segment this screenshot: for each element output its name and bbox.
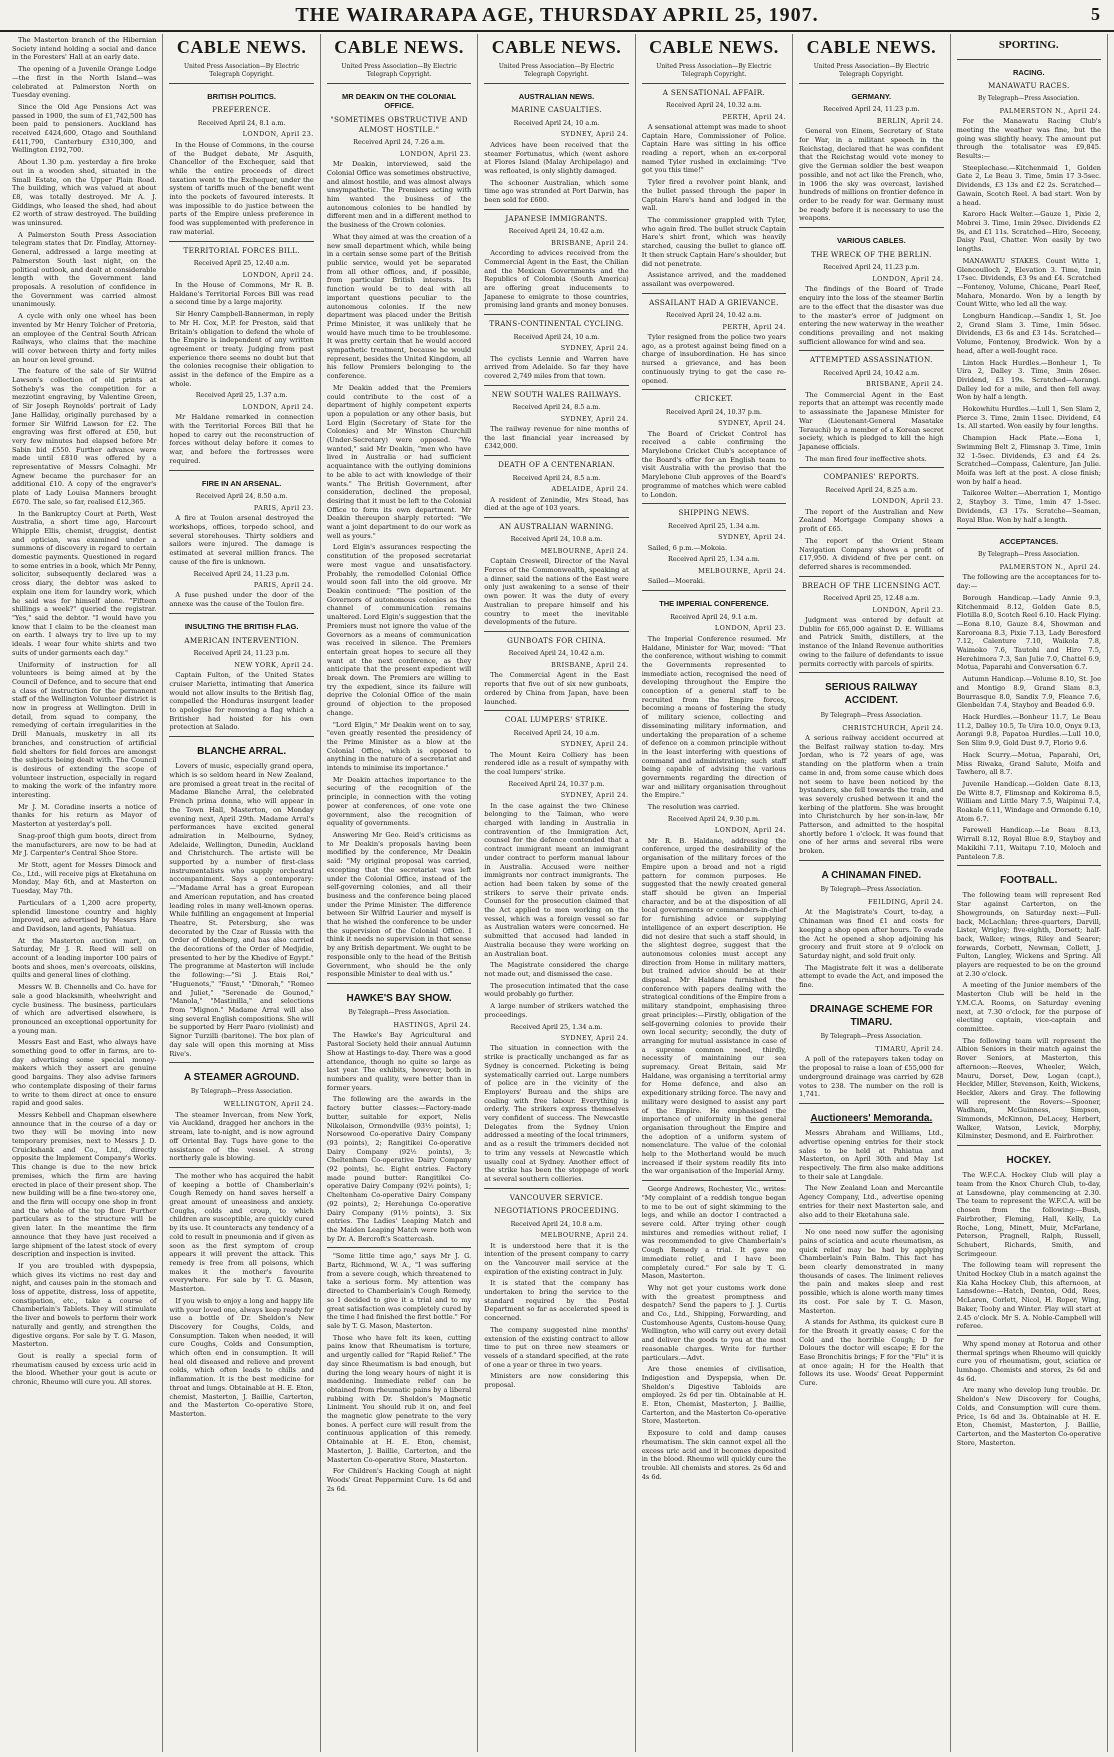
article-paragraph: Captain Creswell, Director of the Naval Forces of the Commonwealth, speaking at a dinner, said the nations of the East were only just awakening to a sense of their own power. It was the duty of every Australian to prepare himself and his country to meet the inevitable developments of the future. <box>484 557 629 627</box>
news-paragraph: Messrs East and East, who always have something good to offer in farms, are to-day advertising some special money-makers which they assert are genuine good bargains. They also advise farmers who contemplate disposing of their farms to write to them direct at once to ensure rapid and good sales. <box>12 1038 157 1108</box>
race-result: Linton Hack Hurdles.—Bonheur 1, Te Uira 2, Dalley 3. Time, 3min 26sec. Dividend, £3 19s. Scratched—Aorangi. Dalley led for a mile, and then fell away. Won by half a length. <box>956 358 1101 402</box>
article-paragraph: The Magistrate felt it was a deliberate attempt to evade the Act, and imposed the fine. <box>799 963 944 990</box>
dateline-place: HASTINGS, April 24. <box>393 1021 472 1030</box>
subheading: MANAWATU RACES. <box>988 81 1070 91</box>
dateline-place: PARIS, April 24. <box>253 581 314 590</box>
dateline-place: SYDNEY, April 24. <box>560 740 629 749</box>
dateline-place: PERTH, April 24. <box>722 322 787 331</box>
article-paragraph: The findings of the Board of Trade enquiry into the loss of the steamer Berlin are to the effect that the disaster was due to the master's error of judgment on entering the new waterway in the weather conditions prevailing and not making sufficient allowance for wind and sea. <box>799 285 944 346</box>
race-result: For the Manawatu Racing Club's meeting the weather was fine, but the going was slightly heavy. The amount put through the totalisator was £9,845. Results:— <box>956 117 1101 161</box>
article-paragraph: The Imperial Conference resumed. Mr Haldane, Minister for War, moved: "That the conference, without wishing to commit the Governments represented to immediate action, recognised the need of developing throughout the Empire the conception of a general staff to be recruited from the Empire forces, becoming a means of fostering the study of military science, collecting and disseminating military information, and undertaking the preparation of a scheme of defence on a common principle without in the least interfering with questions of command and administration; such staff being capable of advising the various governments regarding the direction of war and military organisation throughout the Empire." <box>641 634 787 800</box>
subheading: GUNBOATS FOR CHINA. <box>507 635 606 645</box>
advertisement: A stands for Asthma, its quickest cure B for the Breath it greatly eases; C for the Cold and the horrible Cough; D for Dolours the doctor will escape; E for the Ease Bronchitis brings; F for the "Flu" it is at once again; H for the Health that follows its use. Woods' Great Peppermint Cure. <box>799 1318 944 1388</box>
article-paragraph: The report of the Orient Steam Navigation Company shows a profit of £17,950. A dividend of five per cent. on deferred shares is recommended. <box>799 536 944 571</box>
article-paragraph: The situation in connection with the strike is practically unchanged as far as Sydney is concerned. Picketing is being systematically carried out. Large numbers of police are in the vicinity of the Employers' Bureau and the ships are coaling with free labour. Everything is orderly. The strikers express themselves very confident of success. The Newcastle Delegates from the Sydney Union addressed a meeting of the local trimmers, and as a result the trimmers decided not to trim any vessels at Newcastle which usually coal at Sydney. Another effect of the strike has been the stoppage of work at several southern collieries. <box>484 1044 629 1183</box>
article-paragraph: Borough Handicap.—Lady Annie 9.3, Kitchenmaid 8.12, Golden Gate 8.5, Flotilla 8.0, Scotch Reel 6.10. Hack Flying.—Eona 8.10, Gauze 8.4, Showman and Karoroana 8.3, Pixie 7.13, Lady Beresford 7.12, Calenture 7.10, Waikola 7.8, Waimoko 7.6, Tautohi and Hiro 7.5, Herehimora 7.3, San Julie 7.0, Chattel 6.9, Motua, Paparahi and Conversation 6.7. <box>956 593 1101 672</box>
subheading: MARINE CASUALTIES. <box>511 105 602 115</box>
divider <box>799 467 943 468</box>
article-paragraph: A sensational attempt was made to shoot Captain Hare, Commissioner of Police. Captain Hare was sitting in his office reading a report, when an ex-corporal named Tyler rushed in exclaiming: "I've got you this time!" <box>641 122 787 175</box>
advertisement: No one need now suffer the agonising pains of sciatica and acute rheumatism, as quick relief may be had by applying Chamberlain's Pain Balm. This fact has been clearly demonstrated in many thousands of cases. The liniment relieves the pain and makes sleep and rest possible, which is alone worth many times its cost. For sale by T. G. Mason, Masterton. <box>799 1228 944 1315</box>
column-local-news <box>6 34 163 1752</box>
divider <box>169 470 313 471</box>
section-heading: A STEAMER AGROUND. <box>183 1072 300 1084</box>
columns <box>6 34 1108 1752</box>
dateline-place: SYDNEY, April 24. <box>560 130 629 139</box>
section-heading: FOOTBALL. <box>1000 875 1058 887</box>
received-line: Received April 24, 8.5 a.m. <box>512 473 601 482</box>
dateline-place: PALMERSTON N., April 24. <box>999 563 1101 571</box>
divider <box>169 613 313 614</box>
article-paragraph: "Lord Elgin," Mr Deakin went on to say, "even greatly resented the presidency of the Prime Minister as a blow at the Colonial Office, which is opposed to anything in the nature of a secretariat and intends to minimise its importance." <box>326 720 472 773</box>
dateline-place: LONDON, April 23. <box>872 605 944 614</box>
news-paragraph: The feature of the sale of Sir Wilfrid Lawson's collection of old prints at Sotheby's was the competition for a mezzotint engraving, by Valentine Green, of Sir Joseph Reynolds' portrait of Lady Jane Halliday, originally purchased by a former Sir Wilfrid Lawson for £2. The engraving was first offered at £50, but very few minutes had elapsed before Mr Sabin bid £550. Further advance were made until £810 was offered by a representative of Messrs Colnaghi. Mr Agnew became the purchaser for an additional £10. A copy of the engraver's plate of Lady Louisa Manners brought £670. The sale, so far, realised £12,365. <box>12 367 157 506</box>
article-paragraph: The Commercial Agent in the East reports that five out of six new gunboats, ordered by China from Japan, have been launched. <box>484 671 629 706</box>
divider <box>957 1335 1101 1336</box>
dateline-place: LONDON, April 23. <box>872 497 944 506</box>
byline: By Telegraph—Press Association. <box>190 1088 293 1096</box>
received-line: Received April 24, 10.42 a.m. <box>508 649 605 658</box>
article-paragraph: The Board of Cricket Control has received a cable confirming the Marylebone Cricket Club's acceptance of the Board's offer for an English team to visit Australia with the proviso that the Marylebone Club approves of the Board's programme of matches which were cabled to London. <box>641 429 787 499</box>
received-line: Received April 24, 10 a.m. <box>513 332 600 341</box>
advertisement: Why not get your customs work done with the greatest promptness and despatch? Send the papers to J. J. Curtis and Co., Ltd., Shipping, Forwarding, and Customhouse Agents, Custom-house Quay, Wellington, who will carry out every detail and deliver the goods to you at the most reasonable charges. Write for further particulars.—Advt. <box>641 1283 787 1362</box>
dateline-place: ADELAIDE, April 24. <box>551 485 629 494</box>
received-line: Received April 24, 10.8 a.m. <box>510 535 603 544</box>
article-paragraph: The following team will represent the Albion Seniors in their match against the Rover Seniors, at Masterton, this afternoon:—Reeves, Wheeler, Welch, Mauru, Dorset, Dew, Logan (capt.), Heckler, Miller, Stevenson, Keith, Wickens, Heckler, Akers and Gray. The following will represent the Rovers:—Spooner, Wadham, McGuinness, Simpson, Simmonds, McKinnon, DeLacey, Herbert, Walker, Watson, Levick, Morphy, Kilminster, Desmond, and E. Fairbrother. <box>956 1036 1101 1141</box>
race-result: Karoro Hack Welter.—Gauze 1, Pixie 2, Mobrei 3. Time, 1min 29sec. Dividends £2 9s, and £1 11s. Scratched—Hiro, Seceeny, Daisy Paul, Chatter. Won easily by two lengths. <box>956 210 1101 254</box>
section-heading: HOCKEY. <box>1006 1155 1051 1167</box>
section-heading: AUSTRALIAN NEWS. <box>518 91 595 101</box>
received-line: Received April 24, 10.32 a.m. <box>665 101 762 110</box>
divider <box>957 1145 1101 1146</box>
subheading: JAPANESE IMMIGRANTS. <box>505 213 608 223</box>
received-line: Received April 24, 9.30 p.m. <box>667 814 760 823</box>
advertisement: For Children's Hacking Cough at night Woods' Great Peppermint Cure. 1s 6d and 2s 6d. <box>326 1467 472 1493</box>
subheading: AN AUSTRALIAN WARNING. <box>499 521 614 531</box>
article-paragraph: Sailed—Moeraki. <box>647 577 705 586</box>
article-paragraph: Mr Deakin added that the Premiers could contribute to the cost of a department of highly competent experts upon a population or any other basis, but Lord Elgin (Secretary of State for the Colonies) and Mr Winston Churchill (Under-Secretary) were opposed. "We wanted," said Mr Deakin, "men who have lived in Australia or had sufficient acquaintance with the outlying dominions to be able to act with knowledge of their wants." The British Government, after consideration, declined the proposal, desiring that it must be left to the Colonial Office to form its own department. Mr Deakin thereupon sharply retorted: "We want a joint department to do our work as well as yours." <box>326 383 472 540</box>
subheading: SHIPPING NEWS. <box>678 508 750 518</box>
article-paragraph: In the House of Commons, Mr R. B. Haldane's Territorial Forces Bill was read a second time by a large majority. <box>169 281 314 307</box>
article-paragraph: Mr Deakin attaches importance to the securing of the recognition of the principle, in connection with the voting power at conferences, of one vote one government, also the recognition of equality of governments. <box>326 775 472 828</box>
article-paragraph: The man fired four ineffective shots. <box>805 454 927 463</box>
divider <box>484 83 628 84</box>
sporting-title: SPORTING. <box>998 39 1059 51</box>
received-line: Received April 24, 8.1 a.m. <box>197 118 286 127</box>
section-heading: Auctioneers' Memoranda. <box>810 1113 933 1124</box>
divider <box>799 83 943 84</box>
article-paragraph: Lovers of music, especially grand opera, which is so seldom heard in New Zealand, are promised a great treat in the recital of Madame Blanche Arral, the celebrated French prima donna, who will appear in the Town Hall, Masterton, on Monday evening next, April 29th. Madame Arral's performances have excited general admiration in Melbourne, Sydney, Adelaide, Wellington, Dunedin, Auckland and Christchurch. The artiste will be supported by a number of first-class instrumentalists who supply orchestral accompaniment. Says a contemporary:—"Madame Arral has a great European and American reputation, and has created leading roles in many well-known operas. While fulfilling an engagement at Imperial Theatre, St. Petersburg, she was decorated by the Czar of Russia with the Order of Oldenberg, and has also carried the decorations of the Order of Medjidie, presented to her by the Khedive of Egypt." The programme at Masterton will include the following:—"Si J. Etais Roi," "Huguenots," "Faust," "Dinorah," "Romeo and Juliet," "Serenade de Gounod," "Manola," "Mastinilla," and selections from "Mignon." Madame Arral will also sing several English compositions. She will be supported by Herr Paaro (violinist) and Signor Turzilli (baritone). The box plan of day sale will open this morning at Miss Rive's. <box>169 762 314 1058</box>
divider <box>484 314 628 315</box>
byline: United Press Association—By Electric Telegraph Copyright. <box>813 62 929 78</box>
race-result: Champion Hack Plate.—Eona 1, Swimming Belt 2, Flimsnap 3. Time, 1min 32 1-5sec. Dividends, £3 and £4 2s. Scratched—Compass, Calenture, Jan Julie. Moifa was left at the post. A close finish; won by half a head. <box>956 434 1101 486</box>
news-paragraph: Snag-proof thigh gum boots, direct from the manufacturers, are now to be had at Mr J. Carpenter's Central Shoe Store. <box>12 831 157 858</box>
dateline-place: SYDNEY, April 24. <box>560 344 629 353</box>
divider <box>642 590 786 591</box>
advertisement: Are those enemies of civilisation, Indigestion and Dyspepsia, when Dr. Sheldon's Digestive Tabloids are employed. 2s 6d per tin. Obtainable at H. E. Eton, Chemist, Masterton, J. Baillie, Carterton, and the Masterton Co-operative Store, Masterton. <box>641 1365 787 1426</box>
article-paragraph: The Magistrate considered the charge not made out, and dismissed the case. <box>484 961 629 978</box>
race-result: Longburn Handicap.—Sandix 1, St. Joe 2, Grand Slam 3. Time, 1min 56sec. Dividends, £3 6s and £3 14s. Scratched—Volume, Fontenoy, Brodwick. Won by a head, after a well-fought race. <box>956 312 1101 355</box>
article-paragraph: The cyclists Lennie and Warren have arrived from Adelaide. So far they have covered 2,749 miles from that town. <box>484 354 629 380</box>
divider <box>169 1062 313 1063</box>
article-paragraph: The Commercial Agent in the East reports that an attempt was recently made to assassinate the Japanese Minister for War (Lieutenant-General Masatake Terauchi) by a member of a Korean secret society, which is pledged to kill the high Japanese officials. <box>799 390 944 451</box>
divider <box>327 1247 471 1248</box>
dateline-place: MELBOURNE, April 24. <box>698 566 787 575</box>
dateline-place: LONDON, April 23. <box>400 149 472 158</box>
divider <box>642 503 786 504</box>
section-heading: HAWKE'S BAY SHOW. <box>346 992 452 1004</box>
divider <box>642 83 786 84</box>
article-paragraph: The resolution was carried. <box>647 803 740 812</box>
cable-news-banner: CABLE NEWS. <box>334 37 464 57</box>
dateline-place: PERTH, April 24. <box>722 112 787 121</box>
received-line: Received April 25, 1.37 a.m. <box>195 391 288 400</box>
dateline-place: MELBOURNE, April 24. <box>540 1231 629 1240</box>
article-paragraph: Messrs Abraham and Williams, Ltd., advertise opening entries for their stock sales to be held at Pahiatua and Masterton, on April 30th and May 1st respectively. The firm also make additions to their sale at Langdale. <box>799 1129 944 1181</box>
article-paragraph: It is stated that the company has undertaken to bring the service to the standard required by the Postal Department so far as accelerated speed is concerned. <box>484 1279 629 1323</box>
section-heading: INSULTING THE BRITISH FLAG. <box>184 621 299 631</box>
received-line: Received April 24, 8.25 a.m. <box>825 485 918 494</box>
received-line: Received April 24, 11.23 p.m. <box>193 569 290 578</box>
divider <box>484 710 628 711</box>
section-heading: A CHINAMAN FINED. <box>821 869 922 881</box>
advertisement: George Andrews, Rochester, Vic., writes: "My complaint of a reddish tongue began to me to be out of sight skimming to the legs, and while an doctor I contracted a severe cold. After trying other cough mixtures and remedies without relief, I was recommended to give Chamberlain's Cough Remedy a trial. It gave me immediate relief, and I have been completely cured." For sale by T. G. Mason, Masterton. <box>641 1185 787 1281</box>
article-paragraph: Mr Deakin, interviewed, said the Colonial Office was sometimes obstructive, and almost hostile, and was almost always unsympathetic. The Premiers acting with him wanted the business of the autonomous colonies to be handled by different men and in a different method to the business of the Crown colonies. <box>326 160 472 230</box>
divider <box>799 576 943 577</box>
subheading: TERRITORIAL FORCES BILL. <box>183 245 300 255</box>
dateline-place: SYDNEY, April 24. <box>560 414 629 423</box>
byline: By Telegraph—Press Association. <box>820 711 923 719</box>
race-result: Taikoree Welter.—Aberration 1, Montigo 2, Stayboy 3. Time, 1min 47 1-5sec. Dividends, £3 17s. Scratche—Seaman, Royal Blue. Won by half a length. <box>956 489 1101 524</box>
dateline-place: LONDON, April 24. <box>242 402 314 411</box>
subheading: "SOMETIMES OBSTRUCTIVE AND ALMOST HOSTILE." <box>330 115 468 134</box>
article-paragraph: Advices have been received that the steamer Fortunatus, which (went ashore at Flores Island (Malay Archipelago) and was refloated, is only slightly damaged. <box>484 140 629 175</box>
article-paragraph: The commissioner grappled with Tyler, who again fired. The bullet struck Captain Hare's shirt front, which was heavily starched, causing the bullet to glance off. It then struck Captain Hare's shoulder, but did not penetrate. <box>641 216 787 268</box>
article-paragraph: Captain Fulton, of the United States cruiser Marietta, intimating that America would not allow insults to the British flag, compelled the Honduras insurgent leader to apologise for removing a flag which a Britisher had hoisted for his own protection at Salado. <box>169 671 314 732</box>
dateline-place: SYDNEY, April 24. <box>560 1033 629 1042</box>
newspaper-title: THE WAIRARAPA AGE, THURSDAY APRIL 25, 1907. <box>295 3 819 26</box>
advertisement: If you wish to enjoy a long and happy life with your loved one, always keep ready for use a bottle of Dr. Sheldon's New Discovery for Coughs, Colds, and Consumption. Taken when needed, it will cure Coughs, Colds and Consumption, which often end in consumption. It will heal old diseased and relieve and prevent colds, which often leads to chills and inflammation. It is the best medicine for throat and lungs. Obtainable at H. E. Eton, chemist, Masterton, J. Baillie, Carterton, and the Masterton Co-operative Store, Masterton. <box>169 1296 314 1418</box>
article-paragraph: The following are the awards in the factory butter classes:—Factory-made butter, suitable for export, Nelis Nikolaison, Ormondville (93½ points), 1; Norsewood Co-operative Dairy Company (93 points), 2; Rangitikei Co-operative Dairy Company (92½ points), 3; Cheltenham Co-operative Dairy Company (92 points), hc. Eight entries. Factory made pound butter: Rangitikei Co-operative Dairy Company (92½ points), 1; Cheltenham Co-operative Dairy Company (92 points), 2; Herehunga Co-operative Dairy Company (91½ points), 3. Six entries. The Ladies' Leaping Match and the Maiden Leaping Match were both won by Dr. A. Bercroft's Scattercash. <box>326 1095 472 1243</box>
news-paragraph: Uniformity of instruction for all volunteers is being aimed at by the Council of Defence, and to secure that end a class of instruction for the permanent staff of the Wellington Volunteer district is now in progress at Wellington. Drill in detail, from squad to company, the remedying of certain irregularities in the Drill Manuals, musketry in all its branches, and construction of artificial field shelters for field forces are amongst the subjects being dealt with. The Council is desirous of extending the scope of volunteer instruction, especially in regard to making the work of the infantry more interesting. <box>12 660 157 800</box>
received-line: Received April 24, 10 a.m. <box>513 118 600 127</box>
divider <box>957 865 1101 866</box>
article-paragraph: The following team will represent Red Star against Carterton, on the Showgrounds, on Saturday next:—Full-back, McLachlan; three-quarters, Darvill, Lister, Wrigley; five-eighth, Dorsett; half-back, Walker; wings, Riley and Searer; forwards, Corbett, Newman, Collett, J. Fulton, Langley, Wickens and Spring. All players are requested to be on the ground at 2.30 o'clock. <box>956 891 1101 978</box>
section-heading: RACING. <box>1012 67 1045 77</box>
advertisement: Are many who develop lung trouble. Dr. Sheldon's New Discovery for Coughs, Colds, and Consumption will cure them. Price, 1s 6d and 3s. Obtainable at H. E. Eton, Chemist, Masterton, J. Baillie, Carterton, and the Masterton Co-operative Store, Masterton. <box>956 1386 1101 1447</box>
dateline-place: PALMERSTON N., April 24. <box>999 106 1101 115</box>
section-heading: GERMANY. <box>851 91 892 101</box>
article-paragraph: A resident of Zenindie, Mrs Stead, has died at the age of 103 years. <box>484 495 629 513</box>
section-heading: MR DEAKIN ON THE COLONIAL OFFICE. <box>341 91 457 111</box>
news-paragraph: Mr J. M. Coradine inserts a notice of thanks for his return as Mayor of Masterton at yesterday's poll. <box>12 802 157 829</box>
news-paragraph: Gout is really a special form of rheumatism caused by excess uric acid in the blood. Whether your gout is acute or chronic, Rheumo will cure you. All stores. <box>12 1351 157 1387</box>
divider <box>799 994 943 995</box>
article-paragraph: The prosecution intimated that the case would probably go further. <box>484 981 629 999</box>
article-paragraph: According to advices received from the Commercial Agent in the East, the Chilian and the Mexican Governments and the Republics of Colombia (South America) are offering great inducements to Japanese to emigrate to those countries, promising land grants and money bonuses. <box>484 249 629 310</box>
subheading: TRANS-CONTINENTAL CYCLING. <box>489 319 624 329</box>
article-paragraph: Assistance arrived, and the maddened assailant was overpowered. <box>641 271 787 288</box>
article-paragraph: The railway revenue for nine months of the last financial year increased by £342,000. <box>484 425 629 451</box>
article-paragraph: A meeting of the Junior members of the Masterton Club will be held in the Y.M.C.A. Rooms, on Saturday evening next, at 7.30 o'clock, for the purpose of electing captain, vice-captain and committee. <box>956 981 1101 1033</box>
received-line: Received April 24, 10.8 a.m. <box>510 1219 603 1228</box>
article-paragraph: The Hawke's Bay Agricultural and Pastoral Society held their annual Autumn Show at Hastings to-day. There was a good attendance, though no quite so large as last year. The exhibits, however, both in numbers and quality, were better than in former years. <box>326 1031 472 1092</box>
dateline-place: CHRISTCHURCH, April 24. <box>842 723 944 732</box>
dateline-place: NEW YORK, April 24. <box>234 660 314 669</box>
cable-news-banner: CABLE NEWS. <box>806 37 937 57</box>
byline: By Telegraph—Press Association. <box>348 1009 450 1017</box>
received-line: Received April 24, 7.26 a.m. <box>353 138 445 147</box>
dateline-place: LONDON, April 23. <box>714 624 787 633</box>
column-cable-news-5 <box>793 34 950 1752</box>
article-paragraph: General von Einem, Secretary of State for War, in a militant speech in the Reichstag, declared that he was confident that the Reichstag would vote money to give the German soldier the best weapon possible, and not act like the French, who, in 1906 the sky was overcast, lavished hundreds of millions on frontier defence in order to be ready for war. Germany must be ready before it is necessary to use the weapons. <box>799 127 944 223</box>
subheading: NEGOTIATIONS PROCEEDING. <box>494 1206 619 1216</box>
news-paragraph: In the Bankruptcy Court at Perth, West Australia, a short time ago, Harcourt Whipple Ellis, chemist, druggist, dentist and optician, was examined under a summons of discovery in regard to certain domestic payments. Questioned in regard to some entries in a book, which Mr Penny, solicitor, subsequently declared was a cross diary, the debtor was asked to explain one item for laundry work, which he said was for himself alone. "Fifteen shillings a week?" queried the registrar. "Yes," said the debtor. "I would have you know that I claim to be the cleanest man on earth. I always try to live up to my ideals. I wear four white shirts and two suits of under garments each day." <box>12 509 157 657</box>
article-paragraph: Hack Scurry.—Motua, Paparahi, Ori, Miss Riwaka, Grand Salute, Moifa and Tawhero, all 8.7. <box>956 750 1101 777</box>
byline: United Press Association—By Electric Telegraph Copyright. <box>498 62 615 78</box>
news-paragraph: Particulars of a 1,200 acre property, splendid limestone country and highly improved, are advertised by Messrs Hare and Davidson, land agents, Pahiatua. <box>12 898 157 933</box>
dateline-place: BRISBANE, April 24. <box>551 238 629 247</box>
news-paragraph: The Masterton branch of the Hibernian Society intend holding a social and dance in the Foresters' Hall at an early date. <box>12 36 157 62</box>
column-sporting <box>951 34 1108 1752</box>
byline: By Telegraph—Press Association. <box>978 551 1080 559</box>
article-paragraph: The company suggested nine months' extension of the existing contract to allow time to put on three new steamers or vessels of a standard specified, at the rate of one a year or three in two years. <box>484 1325 629 1369</box>
advertisement: Those who have felt its keen, cutting pains know that Rheumatism is torture, and urgently called for "Rapid Relief." The day since Rheumatism is bad enough, but during the long weary hours of night it is maddening. Immediate relief can be obtained from rheumatic pains by a liberal rubbing with Dr. Sheldon's Magnetic Liniment. You should rub it on, and feel the magnetic glow penetrate to the very bones. A perfect cure will result from the continuous application of this remedy. Obtainable at H. E. Eton, chemist, Masterton, J. Baillie, Carterton, and the Masterton Co-operative Store, Masterton. <box>326 1333 472 1464</box>
news-paragraph: Mr Stott, agent for Messrs Dimock and Co., Ltd., will receive pigs at Eketahuna on Monday, May 6th, and at Masterton on Tuesday, May 7th. <box>12 860 157 896</box>
divider <box>169 83 313 84</box>
article-paragraph: The Mount Keira Colliery has been rendered idle as a result of sympathy with the coal lumpers' strike. <box>484 750 629 777</box>
article-paragraph: Lord Elgin's assurances respecting the constitution of the proposed secretariat were most vague and unsatisfactory. Probably, the remodelled Colonial Office would soon fall into the old groove. Mr Deakin continued: "The position of the Governors of autonomous colonies as the channel of communication remains unaltered. Lord Elgin's suggestion that the Premiers must not ignore the value of the Governors as a means of communication was received in silence. The Premiers entertain great hopes to secure all they want at the next conference, as they anticipate that the present expedient will break down. The Premiers are willing to try the expedient, since its failure will deprive the Colonial Office of the main ground of objection to the proposed change. <box>326 543 472 717</box>
dateline-place: SYDNEY, April 24. <box>718 533 787 542</box>
article-paragraph: Tyler fired a revolver point blank, and the bullet passed through the paper in Captain Hare's hand and lodged in the wall. <box>641 178 787 213</box>
subheading: ATTEMPTED ASSASSINATION. <box>810 355 933 365</box>
divider <box>642 1180 786 1181</box>
divider <box>799 860 943 861</box>
byline: United Press Association—By Electric Telegraph Copyright. <box>341 62 457 78</box>
subheading: THE WRECK OF THE BERLIN. <box>811 249 932 259</box>
article-paragraph: A poll of the ratepayers taken today on the proposal to raise a loan of £55,000 for underground drainage was carried by 628 votes to 238. The number on the roll is 1,741. <box>799 1055 944 1099</box>
byline: By Telegraph—Press Association. <box>820 1033 923 1041</box>
news-paragraph: Messrs Kebbell and Chapman elsewhere announce that in the course of a day or two they will be moving into new temporary premises, next to Messrs J. D. Cruickshank and Co., Ltd., directly opposite the Implement Company's Works. This change is due to the new brick premises, which the firm are having erected in place of their present shop. The new building will be a fine two-storey one, and the firm will occupy one shop in front and the whole of the top floor. Further particulars as to the structure will be given later. In the meantime the firm announce that they have just received a large shipment of the latest stock of every description and inspection is invited. <box>12 1110 157 1259</box>
received-line: Received April 24, 10.42 a.m. <box>665 311 762 320</box>
dateline-place: BRISBANE, April 24. <box>551 660 629 669</box>
dateline-place: LONDON, April 23. <box>242 130 314 139</box>
dateline-place: LONDON, April 24. <box>714 826 787 835</box>
section-heading: BRITISH POLITICS. <box>207 91 277 101</box>
divider <box>484 455 628 456</box>
received-line: Received April 24, 10.42 a.m. <box>508 227 605 236</box>
column-cable-news-3 <box>478 34 635 1752</box>
cable-news-banner: CABLE NEWS. <box>491 37 622 57</box>
masthead <box>0 0 1114 32</box>
news-paragraph: A cycle with only one wheel has been invented by Mr Henry Tolcher of Pretoria, an employee of the Central South African Railways, who claims that the machine will cover between thirty and forty miles an hour on level ground. <box>12 312 157 364</box>
article-paragraph: The New Zealand Loan and Mercantile Agency Company, Ltd., advertise opening entries for their next Masterton sale, and also add to their Eketahuna sale. <box>799 1184 944 1219</box>
news-paragraph: At the Masterton auction mart, on Saturday, Mr J. R. Reed will sell on account of a leading importer 100 pairs of boots and shoes, men's overcoats, oilskins, quilts and general lines of clothing. <box>12 936 157 980</box>
article-paragraph: At the Magistrate's Court, to-day, a Chinaman was fined £1 and costs for keeping a shop open after hours. To evade the Act he opened a shop adjoining his grocery and fruit store at 9 o'clock on Saturday night, and sold fruit only. <box>799 908 944 960</box>
subheading: VANCOUVER SERVICE. <box>509 1192 604 1202</box>
byline: United Press Association—By Electric Telegraph Copyright. <box>183 62 300 78</box>
divider <box>799 672 943 673</box>
dateline-place: SYDNEY, April 24. <box>560 791 629 800</box>
received-line: Received April 24, 10.37 p.m. <box>665 407 762 416</box>
received-line: Received April 24, 10 a.m. <box>513 728 600 737</box>
article-paragraph: The following are the acceptances for to-day:— <box>956 573 1101 591</box>
received-line: Received April 25, 1.34 a.m. <box>510 1022 603 1031</box>
article-paragraph: A large number of strikers watched the proceedings. <box>484 1002 629 1019</box>
byline: By Telegraph—Press Association. <box>978 94 1080 102</box>
race-result: Hokowhitu Hurdles.—Lull 1, Sen Slam 2, Pierce 3. Time, 2min 11sec. Dividend, £4 1s. All started. Won easily by four lengths. <box>956 405 1101 431</box>
divider <box>327 83 471 84</box>
column-cable-news-1 <box>163 34 320 1752</box>
article-paragraph: Answering Mr Geo. Reid's criticisms as to Mr Deakin's proposals having been modified by the conference, Mr Deakin said: "My original proposal was carried, excepting that the secretariat was left under the Colonial Office, instead of the self-governing colonies, and all their business and the conference being placed under the Prime Minister. The difference between Sir Wilfrid Laurier and myself is that he wished the conference to be under the supervision of the Colonial Office. I think it needs no supervision in that sense by any British department. We ought to be responsible only to the head of the British Government, who should be the only responsible Minister to deal with us." <box>326 830 472 979</box>
subheading: A SENSATIONAL AFFAIR. <box>662 87 766 97</box>
dateline-place: FEILDING, April 24. <box>867 897 944 906</box>
received-line: Received April 25, 12.48 a.m. <box>823 594 920 603</box>
section-heading: SERIOUS RAILWAY ACCIDENT. <box>825 682 918 707</box>
article-paragraph: In the House of Commons, in the course of the Budget debate, Mr Asquith, Chancellor of the Exchequer, said that while the entire proceeds of direct taxation went to the Exchequer, under the system of tariffs much of the benefit went into the pockets of favoured interests. It was impossible to do justice between the parts of the Empire unless preference in food was supplemented with preference in raw material. <box>169 140 314 236</box>
advertisement: Why spend money at Rotorua and other thermal springs when Rheumo will quickly cure you of rheumatism, gout, sciatica or lumbago. Chemists and stores, 2s 6d and 4s 6d. <box>956 1339 1101 1383</box>
advertisement: Exposure to cold and damp causes rheumatism. The skin cannot expel all the excess uric acid and it becomes deposited in the blood. Rheumo will quickly cure the trouble. All chemists and stores. 2s 6d and 4s 6d. <box>641 1429 787 1481</box>
section-heading: ACCEPTANCES. <box>999 537 1059 547</box>
article-paragraph: The report of the Australian and New Zealand Mortgage Company shows a profit of £65. <box>799 507 944 534</box>
news-paragraph: A Palmerston South Press Association telegram states that Dr. Findlay, Attorney-General, addressed a large meeting at Palmerston South last night, on the political outlook, and dealt at considerable length with the Government land proposals. A resolution of confidence in the Government was carried almost unanimously. <box>12 230 157 309</box>
news-paragraph: About 1.30 p.m. yesterday a fire broke out in a wooden shed, situated in the Small Estate, on the Upper Plain Road. The building, which was valued at about £8, was totally destroyed. Mr A. J. Giddings, who leased the shed, had about £2 worth of straw destroyed. The building was uninsured. <box>12 158 157 228</box>
dateline-place: LONDON, April 24. <box>242 270 314 279</box>
dateline-place: PARIS, April 23. <box>253 503 314 512</box>
received-line: Received April 25, 12.40 a.m. <box>193 259 290 268</box>
received-line: Received April 24, 10.42 a.m. <box>823 368 920 377</box>
article-paragraph: Farewell Handicap.—Le Beau 8.13, Wirrall 8.12, Royal Blue 8.9, Stayboy and Makikihi 7.11, Waitapu 7.10, Moloch and Panteleon 7.8. <box>956 826 1101 861</box>
dateline-place: SYDNEY, April 24. <box>718 419 787 428</box>
divider <box>169 241 313 242</box>
page-number: 5 <box>1091 4 1100 24</box>
received-line: Received April 24, 10.37 p.m. <box>508 779 605 788</box>
divider <box>799 227 943 228</box>
dateline-place: BERLIN, April 24. <box>876 116 944 125</box>
section-heading: FIRE IN AN ARSENAL. <box>201 478 282 488</box>
subheading: AMERICAN INTERVENTION. <box>184 635 299 645</box>
dateline-place: BRISBANE, April 24. <box>865 380 944 389</box>
divider <box>642 389 786 390</box>
article-paragraph: Ministers are now considering this proposal. <box>484 1372 629 1390</box>
news-paragraph: Messrs W. B. Chennells and Co. have for sale a good blacksmith, wheelwright and cycle business. The business, particulars of which are advertised elsewhere, is pronounced an exceptional opportunity for a young man. <box>12 983 157 1035</box>
column-cable-news-4 <box>636 34 793 1752</box>
dateline-place: WELLINGTON, April 24. <box>223 1100 314 1109</box>
received-line: Received April 24, 8.50 a.m. <box>195 492 288 501</box>
article-paragraph: It is understood here that it is the intention of the present company to carry on the Vancouver mail service at the expiration of the existing contract in July. <box>484 1241 629 1276</box>
cable-news-banner: CABLE NEWS. <box>176 37 307 57</box>
article-paragraph: A fire at Toulon arsenal destroyed the workshops, offices, torpedo school, and several storehouses. Thirty soldiers and sailors were injured. The damage is estimated at several million francs. The cause of the fire is unknown. <box>169 514 314 566</box>
article-paragraph: Sailed, 6 p.m.—Mokoia. <box>647 543 728 552</box>
article-paragraph: Mr R. B. Haldane, addressing the conference, urged the desirability of the organisation of the military forces of the Empire upon a broad and not a rigid pattern for common purposes. He suggested that the newly created general staff should be given an Imperial character, and be at the disposition of all local governments or commanders-in-chief for furnishing advice or supplying intelligence of an expert description. He did not desire that such a staff should, in the slightest degree, suggest that the autonomous colonies must accept any direction from Home in military matters, but trained advice should be at their disposal. Mr Haldane furnished the conference with papers dealing with the strategical conditions of the Empire from a military standpoint, emphasising three great principles:—Firstly, obligation of the self-governing colonies to provide their own local security; secondly, the duty of arranging for mutual assistance in case of a supreme common need, thirdly, necessity of maintaining our sea supremacy. Great Britain, said Mr Haldane, was organising a territorial army for Home defence, and also an expeditionary striking force. The navy and military were designed to assist any part of the Empire. He emphasised the importance of uniformity in the general organisation throughout the Empire and the adoption of a uniform system of nomenclature. The value of the colonial help to the Motherland would be much increased if their system readily fits into the war organisation of the Imperial Army. <box>641 836 787 1176</box>
dateline-place: LONDON, April 24. <box>872 274 944 283</box>
divider <box>327 983 471 984</box>
divider <box>957 528 1101 529</box>
race-result: Steeplechase.—Kitchenmaid 1, Golden Gate 2, Le Beau 3. Time, 5min 17 3-5sec. Dividends, £3 13s and £2 2s. Scratched—Gawain, Scotch Reel. A bad start. Won by a head. <box>956 163 1101 207</box>
article-paragraph: In the case against the two Chinese belonging to the Taiman, who were charged with landing in Australia in contravention of the Immigration Act, counsel for the defence contended that a contract immigrant meant an immigrant under contract to perform manual labour in Australia. Accused were neither immigrants nor contract immigrants. The action had been taken by some of the strikers to serve their private ends. Counsel for the prosecution claimed that the Act applied to men working on the vessel, which was a foreign vessel so far as Australian waters were concerned. He submitted that accused had landed in Australia because they were working on an Australian boat. <box>484 801 629 958</box>
divider <box>484 631 628 632</box>
article-paragraph: Sir Henry Campbell-Bannerman, in reply to Mr H. Cox, M.P. for Preston, said that Britain's obligation to defend the whole of the Empire is independent of any written agreement or treaty. Judging from past experience there seems no doubt but that the colonies recognise their obligation to assist in the defence of the Empire as a whole. <box>169 310 314 388</box>
received-line: Received April 25, 1.34 a.m. <box>668 555 760 564</box>
subheading: BREACH OF THE LICENSING ACT. <box>801 580 941 590</box>
article-paragraph: Judgment was entered by default at Dublin for £65,000 against D. E. Williams and Patrick Smith, distillers, at the instance of the Inland Revenue authorities owing to the failure of defendants to issue permits correctly with parcels of spirits. <box>799 616 944 668</box>
subheading: DEATH OF A CENTENARIAN. <box>498 460 615 470</box>
section-heading: VARIOUS CABLES. <box>837 236 906 246</box>
divider <box>799 1103 943 1104</box>
article-paragraph: A serious railway accident occurred at the Belfast railway station to-day. Mrs Jordan, who is 72 years of age, was standing on the platform when a train came in and, from some cause which does not seem to have been noticed by the bystanders, she fell towards the train, and was severely crushed between it and the kerbing of the platform. She was brought into Christchurch by her son-in-law, Mr Patterson, and admitted to the hospital shortly before 1 o'clock. It was found that one of her arms and several ribs were broken. <box>799 734 944 856</box>
divider <box>484 1188 628 1189</box>
subheading: NEW SOUTH WALES RAILWAYS. <box>491 389 622 399</box>
divider <box>484 517 628 518</box>
subheading: COMPANIES' REPORTS. <box>823 472 920 482</box>
received-line: Received April 24, 11.23 p.m. <box>823 105 920 114</box>
article-paragraph: Juvenile Handicap.—Golden Gate 8.13, De Witte 8.7, Flimsnap and Kokiroma 8.5, William and Little Mary 7.5, Waipinui 7.4, Roakale 6.11, Windage and Ormonde 6.10, Atom 6.7. <box>956 779 1101 823</box>
section-heading: THE IMPERIAL CONFERENCE. <box>659 599 769 608</box>
news-paragraph: Since the Old Age Pensions Act was passed in 1900, the sum of £1,742,500 has been paid to pensioners. Auckland has received £424,600, Otago and Southland £411,790, Canterbury £310,300, and Wellington £192,700. <box>12 102 157 155</box>
divider <box>642 293 786 294</box>
received-line: Received April 25, 1.34 a.m. <box>668 521 760 530</box>
divider <box>169 1167 313 1168</box>
news-paragraph: If you are troubled with dyspepsia, which gives its victims no rest day and night, and causes pain in the stomach and loss of appetite, distress, loss of appetite, constipation, etc., take a course of Chamberlain's Tablets. They will stimulate the liver and bowels to perform their work naturally and gently, and strengthen the digestive organs. For sale by T. G. Mason, Masterton. <box>12 1261 157 1349</box>
received-line: Received April 24, 8.5 a.m. <box>512 403 601 412</box>
divider <box>957 59 1101 60</box>
subheading: CRICKET. <box>694 394 734 404</box>
article-paragraph: Tyler resigned from the police two years ago, as a protest against being fined on a charge of insubordination. He has since nursed a grievance, and has been continuously trying to get the case re-opened. <box>641 333 787 385</box>
article-paragraph: Mr Haldane remarked in connection with the Territorial Forces Bill that he hoped to carry out the reconstruction of forces without delay before it comes to war, and before the fortresses were required. <box>169 413 314 465</box>
cable-news-banner: CABLE NEWS. <box>649 37 779 57</box>
dateline-place: MELBOURNE, April 24. <box>540 546 629 555</box>
article-paragraph: What they aimed at was the creation of a new small department which, while being in a certain sense some part of the British public service, would yet be separated from all other offices, and, if possible, from particular British interests. Its function would be to deal with all important questions peculiar to the autonomous colonies. If the new department was placed under the British Prime Minister, it was unlikely that he would have much time to be troublesome. It was pretty certain that he would accord sympathetic treatment, because he would represent, besides the United Kingdom, all his fellow Premiers belonging to the conference. <box>326 232 472 381</box>
section-heading: DRAINAGE SCHEME FOR TIMARU. <box>809 1003 933 1028</box>
article-paragraph: Autumn Handicap.—Volume 8.10, St. Joe and Montigo 8.9, Grand Slam 8.3, Bourrasque 8.0, Sandix 7.9, Fleance 7.6, Glenbeldan 7.4, Stayboy and Beaded 6.9. <box>956 675 1101 710</box>
byline: By Telegraph—Press Association. <box>820 886 923 894</box>
advertisement: "Some little time ago," says Mr J. G. Bartz, Richmond, W. A., "I was suffering from a severe cough, which threatened to take a serious form. My attention was directed to Chamberlain's Cough Remedy, so I decided to give it a trial and to my great satisfaction was completely cured by the time I had finished the first bottle." For sale by T. G. Mason, Masterton. <box>326 1252 472 1330</box>
divider <box>799 350 943 351</box>
subheading: PREFERENCE. <box>212 105 272 115</box>
subheading: COAL LUMPERS' STRIKE. <box>504 715 609 725</box>
dateline-place: TIMARU, April 24. <box>875 1045 944 1054</box>
subheading: ASSAILANT HAD A GRIEVANCE. <box>649 297 779 307</box>
advertisement: The mother who has acquired the habit of keeping a bottle of Chamberlain's Cough Remedy on hand saves herself a great amount of uneasiness and anxiety. Coughs, colds and croup, to which children are susceptible, are quickly cured by its use. It counteracts any tendency of a cold to result in pneumonia and if given as soon as the first symptom of croup appears it will prevent the attack. This remedy is free from all poisons, which makes it the mother's favourite everywhere. For sale by T. G. Mason, Masterton. <box>169 1171 314 1294</box>
divider <box>169 736 313 737</box>
section-heading: BLANCHE ARRAL. <box>197 746 287 758</box>
divider <box>484 209 628 210</box>
article-paragraph: The schooner Australian, which some time ago was stranded at Port Darwin, has been sold for £600. <box>484 178 629 205</box>
divider <box>799 1223 943 1224</box>
article-paragraph: The steamer Invercan, from New York, via Auckland, dragged her anchors in the stream, late to-night, and is now aground off Oriental Bay. Tugs have gone to the assistance of the vessel. A strong northerly gale is blowing. <box>169 1110 314 1163</box>
race-result: MANAWATU STAKES. Count Witte 1, Glencoulloch 2, Elevation 3. Time, 1min 17sec. Dividends, £3 9s and £4. Scratched—Fontenoy, Volume, Chicane, Pearl Reef, Mahara, Monardo. Won by a length by Count Witte, who led all the way. <box>956 256 1101 309</box>
received-line: Received April 24, 11.23 p.m. <box>193 649 290 658</box>
received-line: Received April 24, 9.1 a.m. <box>670 612 758 621</box>
article-paragraph: Hack Hurdles.—Bonheur 11.7, Le Beau 11.2, Dalley 10.5, Te Uira 10.0, Onyx 9.13, Aorangi 9.8, Papatoa Hurdles.—Lull 10.0, Sen Slim 9.9, Gold Dust 9.7, Florio 9.6. <box>956 713 1101 748</box>
received-line: Received April 24, 11.23 p.m. <box>823 263 920 272</box>
column-cable-news-2 <box>321 34 478 1752</box>
article-paragraph: The W.F.C.A. Hockey Club will play a team from the Knox Church Club, to-day, at Lansdowne, play commencing at 2.30. The team to represent the W.F.C.A. will be chosen from the following:—Bush, Fairbrother, Fleming, Hall, Kelly, La Roche, Long, Minett, Muir, McFarlane, Peterson, Pragnell, Ralph, Russell, Schubert, Richards, Smith, and Scrimgeour. <box>956 1171 1101 1258</box>
byline: United Press Association—By Electric Telegraph Copyright. <box>656 62 772 78</box>
article-paragraph: A fuse pushed under the door of the annexe was the cause of the Toulon fire. <box>169 591 314 609</box>
news-paragraph: The opening of a Juvenile Orange Lodge—the first in the North Island—was celebrated at Palmerston North on Tuesday evening. <box>12 65 157 100</box>
article-paragraph: The following team will represent the United Hockey Club in a match against the Kia Kaha Hockey Club, this afternoon, at Lansdowne:—Hatch, Denton, Odd, Rees, McLaren, Corlett, Nicol, H. Roper, Wing, Baker, Tooby and Winter. Play will start at 2.45 o'clock. Mr S. A. Noble-Campbell will referee. <box>956 1261 1101 1331</box>
divider <box>484 385 628 386</box>
